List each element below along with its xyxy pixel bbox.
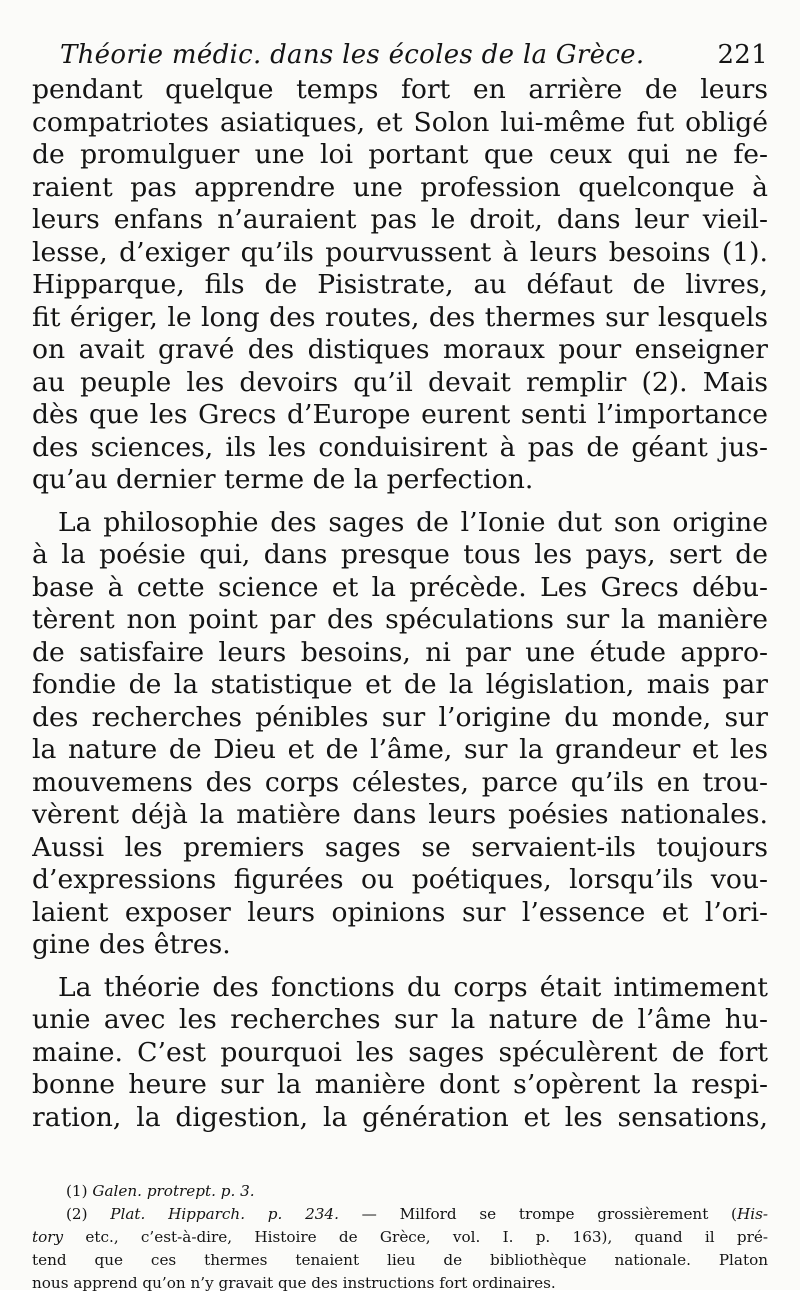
text-line: compatriotes asiatiques, et Solon lui-même fut obligé [32, 106, 768, 138]
text-line: laient exposer leurs opinions sur l’essence et l’ori- [32, 896, 768, 928]
paragraph-3 [32, 972, 768, 1135]
footnote-text: — Milford se trompe grossièrement ( [361, 1205, 737, 1223]
paragraph-1 [32, 74, 768, 497]
footnote-2-line-3: tend que ces thermes tenaient lieu de bibliothèque nationale. Platon [32, 1251, 768, 1269]
paragraph-gap [32, 497, 768, 507]
text-line: leurs enfans n’auraient pas le droit, dans leur vieil- [32, 204, 768, 235]
page-number: 221 [717, 40, 768, 70]
text-line: d’expressions figurées ou poétiques, lorsqu’ils vou- [32, 864, 768, 895]
footnote-2-line-1 [66, 1203, 768, 1226]
paragraph-2 [32, 507, 768, 962]
text-line: Aussi les premiers sages se servaient-ils toujours [32, 831, 768, 863]
text-line: qu’au dernier terme de la perfection. [32, 464, 534, 495]
text-line: ration, la digestion, la génération et les sensations, [32, 1101, 768, 1133]
text-line: de promulguer une loi portant que ceux qui ne fe- [32, 139, 768, 170]
text-line: dès que les Grecs d’Europe eurent senti l’importance [32, 399, 768, 430]
text-line: mouvemens des corps célestes, parce qu’ils en trou- [32, 766, 768, 798]
body-text [32, 74, 768, 1134]
text-line: La philosophie des sages de l’Ionie dut son origine [58, 506, 768, 538]
running-head-title: Théorie médic. dans les écoles de la Grèce. [60, 40, 645, 70]
paragraph-gap [32, 962, 768, 972]
text-line: unie avec les recherches sur la nature de l’âme hu- [32, 1004, 768, 1035]
footnote-1 [66, 1180, 768, 1203]
text-line: fit ériger, le long des routes, des thermes sur lesquels [32, 301, 768, 333]
footnote-number: (2) [66, 1205, 88, 1223]
text-line: des recherches pénibles sur l’origine du monde, sur [32, 701, 768, 733]
text-line: maine. C’est pourquoi les sages spéculèrent de fort [32, 1036, 768, 1068]
text-line: tèrent non point par des spéculations sur la manière [32, 604, 768, 635]
text-line: à la poésie qui, dans presque tous les pays, sert de [32, 539, 768, 570]
footnote-2-line-2 [32, 1226, 768, 1249]
text-line: lesse, d’exiger qu’ils pourvussent à leurs besoins (1). [32, 236, 768, 268]
text-line: raient pas apprendre une profession quelconque à [32, 171, 768, 203]
footnote-separator [32, 1134, 768, 1180]
text-line: La théorie des fonctions du corps était intimement [58, 971, 768, 1003]
footnote-number: (1) [66, 1182, 88, 1200]
running-head [60, 38, 768, 72]
text-line: au peuple les devoirs qu’il devait remplir (2). Mais [32, 366, 768, 398]
footnote-work-title: His- [736, 1205, 768, 1223]
text-line: de satisfaire leurs besoins, ni par une étude appro- [32, 636, 768, 668]
text-line: vèrent déjà la matière dans leurs poésies nationales. [32, 799, 768, 830]
footnote-text: etc., c’est-à-dire, Histoire de Grèce, vol. I. p. 163), quand il pré- [85, 1228, 768, 1246]
text-line: on avait gravé des distiques moraux pour enseigner [32, 334, 768, 365]
footnote-work-title: tory [32, 1228, 64, 1246]
text-line: des sciences, ils les conduisirent à pas de géant jus- [32, 431, 768, 463]
footnotes [32, 1180, 768, 1295]
text-line: Hipparque, fils de Pisistrate, au défaut de livres, [32, 269, 768, 300]
text-line: pendant quelque temps fort en arrière de leurs [32, 74, 768, 105]
footnote-reference: Plat. Hipparch. p. 234. [110, 1205, 339, 1223]
footnote-2-line-4: nous apprend qu’on n’y gravait que des instructions fort ordinaires. [32, 1274, 556, 1292]
text-line: bonne heure sur la manière dont s’opèrent la respi- [32, 1069, 768, 1100]
text-line: base à cette science et la précède. Les Grecs débu- [32, 571, 768, 603]
footnote-reference: Galen. protrept. p. 3. [92, 1182, 255, 1200]
text-line: la nature de Dieu et de l’âme, sur la grandeur et les [32, 734, 768, 765]
text-line: gine des êtres. [32, 929, 231, 960]
text-line: fondie de la statistique et de la législation, mais par [32, 669, 768, 700]
